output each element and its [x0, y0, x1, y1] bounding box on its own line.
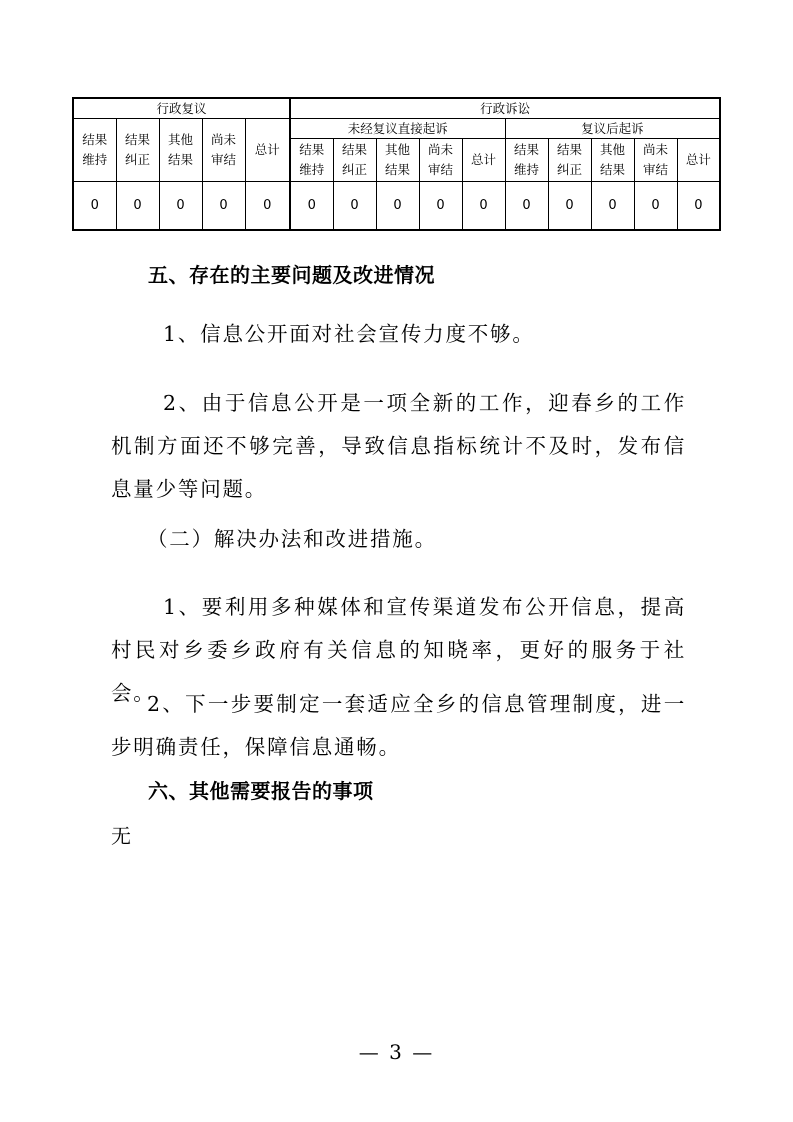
after-other-header: 其他 结果: [591, 139, 634, 182]
section5-paragraph-3: （二）解决办法和改进措施。: [147, 527, 437, 551]
section5-paragraph-5: 2、下一步要制定一套适应全乡的信息管理制度，进一步明确责任，保障信息通畅。: [111, 692, 686, 759]
after-total-header: 总计: [677, 139, 720, 182]
table-cell: 0: [505, 182, 548, 231]
review-litigation-stats-table: [72, 97, 721, 231]
review-total-header: 总计: [245, 119, 290, 182]
after-review-header: 复议后起诉: [505, 119, 720, 139]
section6-heading: 六、其他需要报告的事项: [148, 779, 374, 803]
review-pending-header: 尚未 审结: [202, 119, 245, 182]
table-cell: 0: [677, 182, 720, 231]
review-correct-header: 结果 纠正: [116, 119, 159, 182]
section5-paragraph-1: 1、信息公开面对社会宣传力度不够。: [163, 322, 535, 346]
table-cell: 0: [591, 182, 634, 231]
section5-paragraph-2: 2、由于信息公开是一项全新的工作，迎春乡的工作机制方面还不够完善，导致信息指标统计不及时，发布信息量少等问题。: [111, 391, 686, 501]
section5-heading: 五、存在的主要问题及改进情况: [148, 263, 435, 287]
direct-total-header: 总计: [462, 139, 505, 182]
after-correct-header: 结果 纠正: [548, 139, 591, 182]
page-number: — 3 —: [358, 1040, 435, 1064]
table-row: [73, 182, 720, 231]
table-cell: 0: [202, 182, 245, 231]
table-cell: 0: [73, 182, 116, 231]
direct-maintain-header: 结果 维持: [290, 139, 333, 182]
review-header: 行政复议: [73, 98, 290, 119]
table-cell: 0: [376, 182, 419, 231]
table-cell: 0: [548, 182, 591, 231]
table-cell: 0: [116, 182, 159, 231]
section5-paragraph-4: 1、要利用多种媒体和宣传渠道发布公开信息，提高村民对乡委乡政府有关信息的知晓率，更好的服务于社会。: [111, 595, 686, 705]
after-pending-header: 尚未 审结: [634, 139, 677, 182]
table-cell: 0: [245, 182, 290, 231]
table-cell: 0: [419, 182, 462, 231]
table-cell: 0: [462, 182, 505, 231]
section6-content: 无: [111, 824, 131, 848]
direct-pending-header: 尚未 审结: [419, 139, 462, 182]
table-cell: 0: [290, 182, 333, 231]
review-other-header: 其他 结果: [159, 119, 202, 182]
direct-suit-header: 未经复议直接起诉: [290, 119, 505, 139]
direct-correct-header: 结果 纠正: [333, 139, 376, 182]
table-cell: 0: [333, 182, 376, 231]
direct-other-header: 其他 结果: [376, 139, 419, 182]
after-maintain-header: 结果 维持: [505, 139, 548, 182]
review-maintain-header: 结果 维持: [73, 119, 116, 182]
table-cell: 0: [634, 182, 677, 231]
litigation-header: 行政诉讼: [290, 98, 720, 119]
table-cell: 0: [159, 182, 202, 231]
